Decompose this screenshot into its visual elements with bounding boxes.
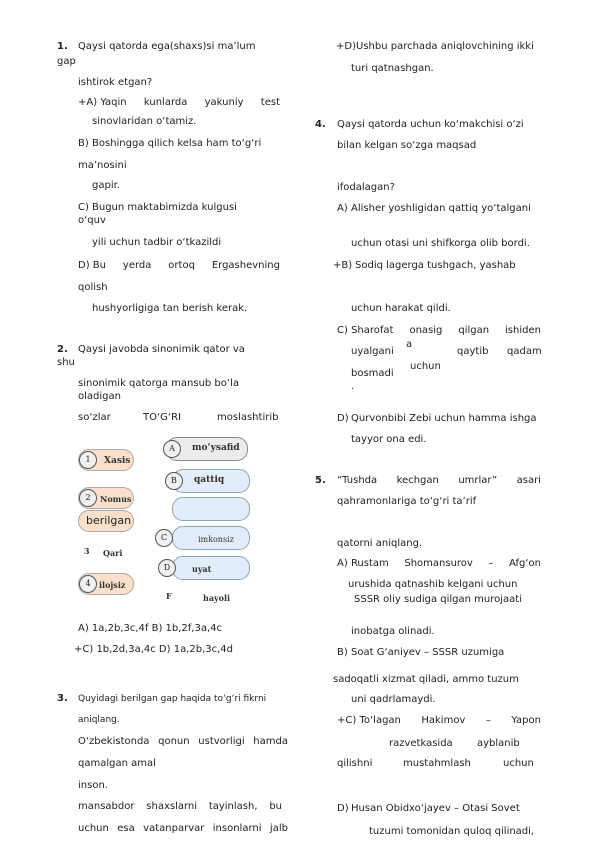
q1-line: gap [57,56,76,67]
word: yerda [122,260,152,271]
word: onasig [409,325,443,336]
match-left-word: Qari [103,548,123,558]
q4-option-a-cont: uchun otasi uni shifkorga olib bordi. [351,238,530,249]
q4-line: Qaysi qatorda uchun ko‘makchisi o‘zi [337,119,524,130]
q5-option-c-cont: uchun [503,758,534,769]
q2-head-word: moslashtirib [217,412,279,423]
word: O‘zbekistonda [78,736,150,747]
word: bosmadi [351,368,394,379]
match-right-word: uyat [192,564,212,574]
word: To‘lagan [359,715,401,726]
q2-answers[interactable]: A) 1a,2b,3c,4f B) 1b,2f,3a,4c [78,623,222,634]
q4-option-a-label[interactable]: A) [337,203,348,214]
q3-line [78,800,282,813]
word: uchun [410,361,441,372]
q1-option-c-cont: yili uchun tadbir o‘tkazildi [92,237,222,248]
option-label: +A) [78,97,98,108]
item-number-badge: 1 [79,451,97,469]
q3-line [78,735,288,748]
word: a [406,339,413,350]
option-label: D) [78,260,90,271]
q2-number: 2. [57,344,68,355]
word: qaytib [457,346,489,357]
q3-line: aniqlang. [78,715,120,725]
word: ustvorligi [198,736,245,747]
word: yakuniy [204,97,244,108]
word: bu [269,801,282,812]
q5-option-d-cont: tuzumi tomonidan quloq qilinadi, [369,826,535,837]
q5-option-c-cont: qilishni [337,758,373,769]
word: insonlarni [212,823,262,834]
word: Sharofat [351,325,394,336]
item-number-badge: 4 [79,575,97,593]
q1-option-c-cont: o‘quv [78,215,106,226]
q4-option-d-cont: tayyor ona edi. [351,434,427,445]
q1-option-d-cont: hushyorligiga tan berish kerak. [92,303,248,314]
word: mansabdor [78,801,135,812]
word: Rustam [350,558,389,569]
word: Yaqin [100,97,127,108]
q5-option-a[interactable] [337,557,541,570]
q5-line: qatorni aniqlang. [337,538,423,549]
match-right-word: hayoli [203,593,231,603]
q2-answers[interactable]: +C) 1b,2d,3a,4c D) 1a,2b,3c,4d [74,644,234,655]
q2-head-word: TO‘G‘RI [143,412,181,423]
q5-option-b-cont: uni qadrlamaydi. [351,694,436,705]
q4-option-b-label[interactable]: +B) [333,260,353,271]
q1-option-c[interactable]: Bugun maktabimizda kulgusi [92,202,237,213]
word: Hakimov [421,715,466,726]
q5-option-b-cont: sadoqatli xizmat qiladi, ammo tuzum [333,674,519,685]
item-letter-badge: C [155,529,173,547]
match-left-word: Xasis [104,456,131,466]
q4-line: bilan kelgan so‘zga maqsad [337,140,477,151]
q1-option-b[interactable]: Boshingga qilich kelsa ham to‘g‘ri [92,138,262,149]
word: – [485,715,491,726]
q4-option-a[interactable]: Alisher yoshligidan qattiq yo‘talgani [351,203,531,214]
word: tayinlash, [208,801,258,812]
q1-line: ishtirok etgan? [78,77,153,88]
q5-line [337,474,541,487]
item-number-badge: 2 [79,489,97,507]
q-option-d-label[interactable]: +D) [336,41,356,52]
word: esa [117,823,135,834]
q5-option-a-cont: urushida qatnashib kelgani uchun [348,579,518,590]
q3-number: 3. [57,693,68,704]
q1-option-d[interactable] [78,259,280,272]
match-right-word: mo‘ysafid [192,443,240,453]
q4-option-d[interactable]: Qurvonbibi Zebi uchun hamma ishga [351,413,537,424]
q3-line: inson. [78,780,108,791]
item-letter-badge: D [158,559,176,577]
q1-number: 1. [57,41,68,52]
word: Ergashevning [211,260,280,271]
q1-option-a-cont: sinovlaridan o‘tamiz. [92,116,197,127]
word: qilgan [458,325,490,336]
match-right-word: imkonsiz [198,535,234,544]
match-left-word: berilgan [86,514,132,527]
word: kunlarda [143,97,188,108]
q5-option-a-cont: SSSR oliy sudiga qilgan murojaati [354,594,522,605]
q3-line: qamalgan amal [78,758,156,769]
q4-option-d-label[interactable]: D) [337,413,349,424]
q4-line: ifodalagan? [337,182,395,193]
q-option-d-cont: turi qatnashgan. [351,63,434,74]
word: qonun [158,736,190,747]
q1-line: Qaysi qatorda ega(shaxs)si ma’lum [78,41,256,52]
word: hamda [253,736,288,747]
q2-line: shu [57,357,75,368]
q1-option-d-cont: qolish [78,282,108,293]
word: ishiden [505,325,541,336]
word: umrlar” [458,475,498,486]
word: – [488,558,494,569]
q5-option-b[interactable]: Soat G‘aniyev – SSSR uzumiga [351,647,505,658]
word: shaxslarni [146,801,198,812]
q2-head-word: so‘zlar [78,412,111,423]
match-right-item[interactable] [172,497,250,521]
word: vatanparvar [143,823,205,834]
q2-line: sinonimik qatorga mansub bo‘la [78,378,239,389]
q5-option-c-cont: razvetkasida [389,738,453,749]
q3-line: Quyidagi berilgan gap haqida to‘g‘ri fikrni [78,694,267,704]
word: . [351,381,355,392]
option-label: A) [337,558,348,569]
q5-option-b-label[interactable]: B) [337,647,348,658]
word: Yapon [511,715,541,726]
word: qadam [507,346,542,357]
q-option-d[interactable]: Ushbu parchada aniqlovchining ikki [356,41,534,52]
word: kechgan [396,475,439,486]
word: Shomansurov [404,558,473,569]
word: ortoq [168,260,195,271]
word: asari [516,475,541,486]
word: uchun [78,823,109,834]
item-letter-badge: A [163,440,181,458]
q1-option-b-label[interactable]: B) [78,138,89,149]
word: test [260,97,280,108]
item-letter-label: F [166,591,172,601]
item-number-label: 3 [84,546,90,556]
q5-option-a-cont: inobatga olinadi. [351,626,435,637]
q1-option-b-cont: ma’nosini [78,160,127,171]
item-letter-badge: B [165,472,183,490]
q1-option-c-label[interactable]: C) [78,202,89,213]
q5-option-c-cont: mustahmlash [403,758,471,769]
q3-line [78,822,288,835]
q4-option-b[interactable]: Sodiq lagerga tushgach, yashab [355,260,516,271]
option-label: +C) [337,715,357,726]
match-right-word: qattiq [194,475,225,485]
q2-line: oladigan [78,391,121,402]
q5-option-d-label[interactable]: D) [337,803,349,814]
word: jalb [269,823,288,834]
match-left-word: Nomus [100,494,132,504]
q4-option-b-cont: uchun harakat qildi. [351,303,451,314]
q5-option-c-cont: ayblanib [477,738,520,749]
q5-number: 5. [315,475,326,486]
q1-option-a[interactable] [78,96,280,109]
q2-line: Qaysi javobda sinonimik qator va [78,344,245,355]
q5-option-d[interactable]: Husan Obidxo‘jayev – Otasi Sovet [351,803,520,814]
q1-option-b-cont: gapir. [92,180,120,191]
q4-number: 4. [315,119,326,130]
q5-line: qahramonlariga to‘g‘ri ta’rif [337,496,477,507]
word: “Tushda [337,475,378,486]
word: Afg‘on [508,558,541,569]
q5-option-c[interactable] [337,714,541,727]
word: uyalgani [351,346,394,357]
q4-option-c[interactable] [337,324,541,337]
option-label: C) [337,325,348,336]
match-left-word: ilojsiz [99,580,126,590]
word: Bu [92,260,106,271]
